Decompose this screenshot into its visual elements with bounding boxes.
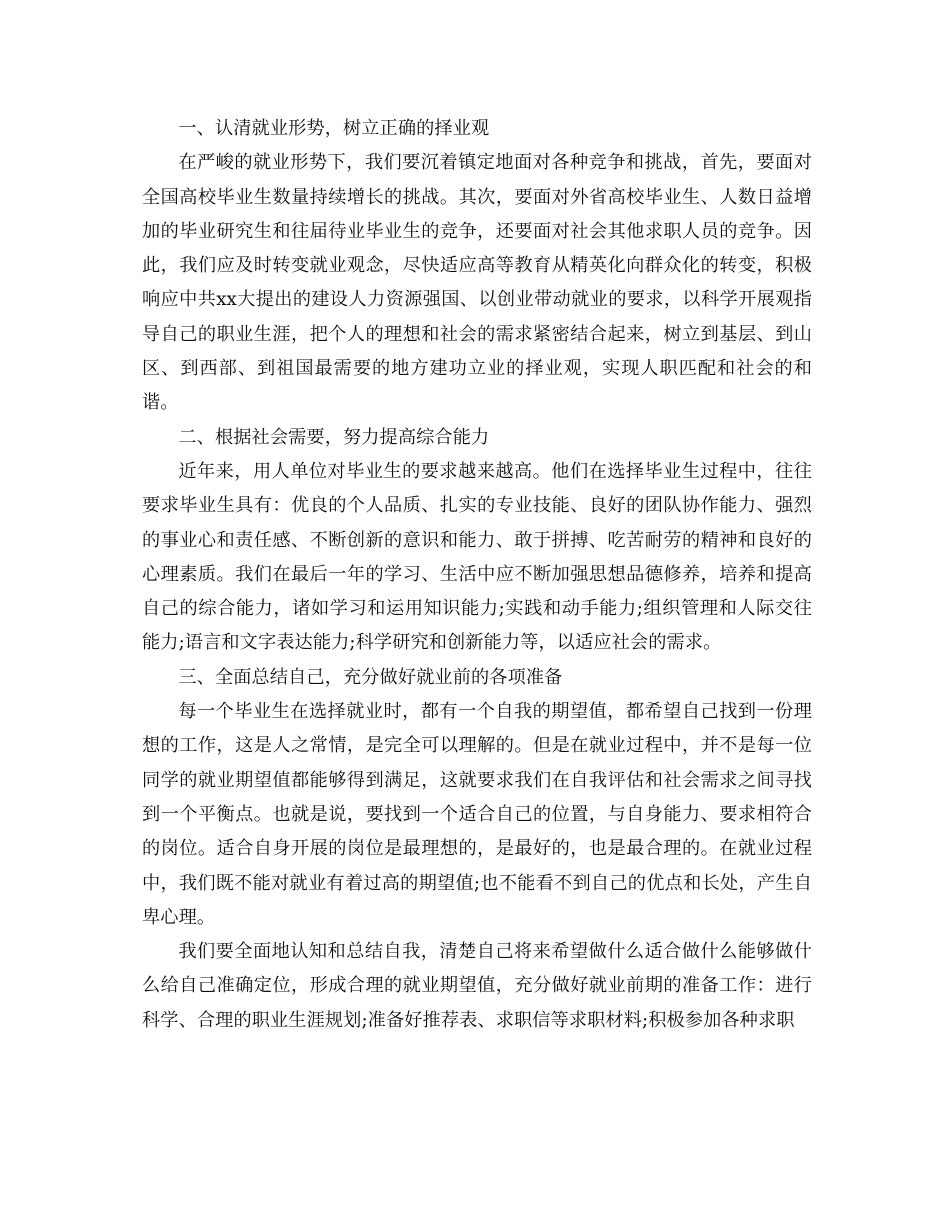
section-3-paragraph-1: 每一个毕业生在选择就业时，都有一个自我的期望值，都希望自己找到一份理想的工作，这是人之常情，是完全可以理解的。但是在就业过程中，并不是每一位同学的就业期望值都能够得到满足，这就要求我们在自我评估和社会需求之间寻找到一个平衡点。也就是说，要找到一个适合自己的位置，与自身能力、要求相符合的岗位。适合自身开展的岗位是最理想的，是最好的，也是最合理的。在就业过程中，我们既不能对就业有着过高的期望值;也不能看不到自己的优点和长处，产生自卑心理。 — [142, 701, 812, 928]
document-page — [142, 112, 812, 1038]
section-1-paragraph-1: 在严峻的就业形势下，我们要沉着镇定地面对各种竞争和挑战，首先，要面对全国高校毕业生数量持续增长的挑战。其次，要面对外省高校毕业生、人数日益增加的毕业研究生和往届待业毕业生的竞争，还要面对社会其他求职人员的竞争。因此，我们应及时转变就业观念，尽快适应高等教育从精英化向群众化的转变，积极响应中共xx大提出的建设人力资源强国、以创业带动就业的要求，以科学开展观指导自己的职业生涯，把个人的理想和社会的需求紧密结合起来，树立到基层、到山区、到西部、到祖国最需要的地方建功立业的择业观，实现人职匹配和社会的和谐。 — [142, 152, 812, 414]
section-2-heading: 二、根据社会需要，努力提高综合能力 — [178, 426, 490, 448]
section-1-heading: 一、认清就业形势，树立正确的择业观 — [178, 118, 490, 139]
section-3-paragraph-2: 我们要全面地认知和总结自我，清楚自己将来希望做什么适合做什么能够做什么给自己准确定位，形成合理的就业期望值，充分做好就业前期的准备工作：进行科学、合理的职业生涯规划;准备好推荐表、求职信等求职材料;积极参加各种求职 — [142, 941, 812, 1031]
section-2-paragraph-1: 近年来，用人单位对毕业生的要求越来越高。他们在选择毕业生过程中，往往要求毕业生具有：优良的个人品质、扎实的专业技能、良好的团队协作能力、强烈的事业心和责任感、不断创新的意识和能力、敢于拼搏、吃苦耐劳的精神和良好的心理素质。我们在最后一年的学习、生活中应不断加强思想品德修养，培养和提高自己的综合能力，诸如学习和运用知识能力;实践和动手能力;组织管理和人际交往能力;语言和文字表达能力;科学研究和创新能力等，以适应社会的需求。 — [142, 460, 812, 654]
section-3-heading: 三、全面总结自己，充分做好就业前的各项准备 — [178, 666, 563, 688]
